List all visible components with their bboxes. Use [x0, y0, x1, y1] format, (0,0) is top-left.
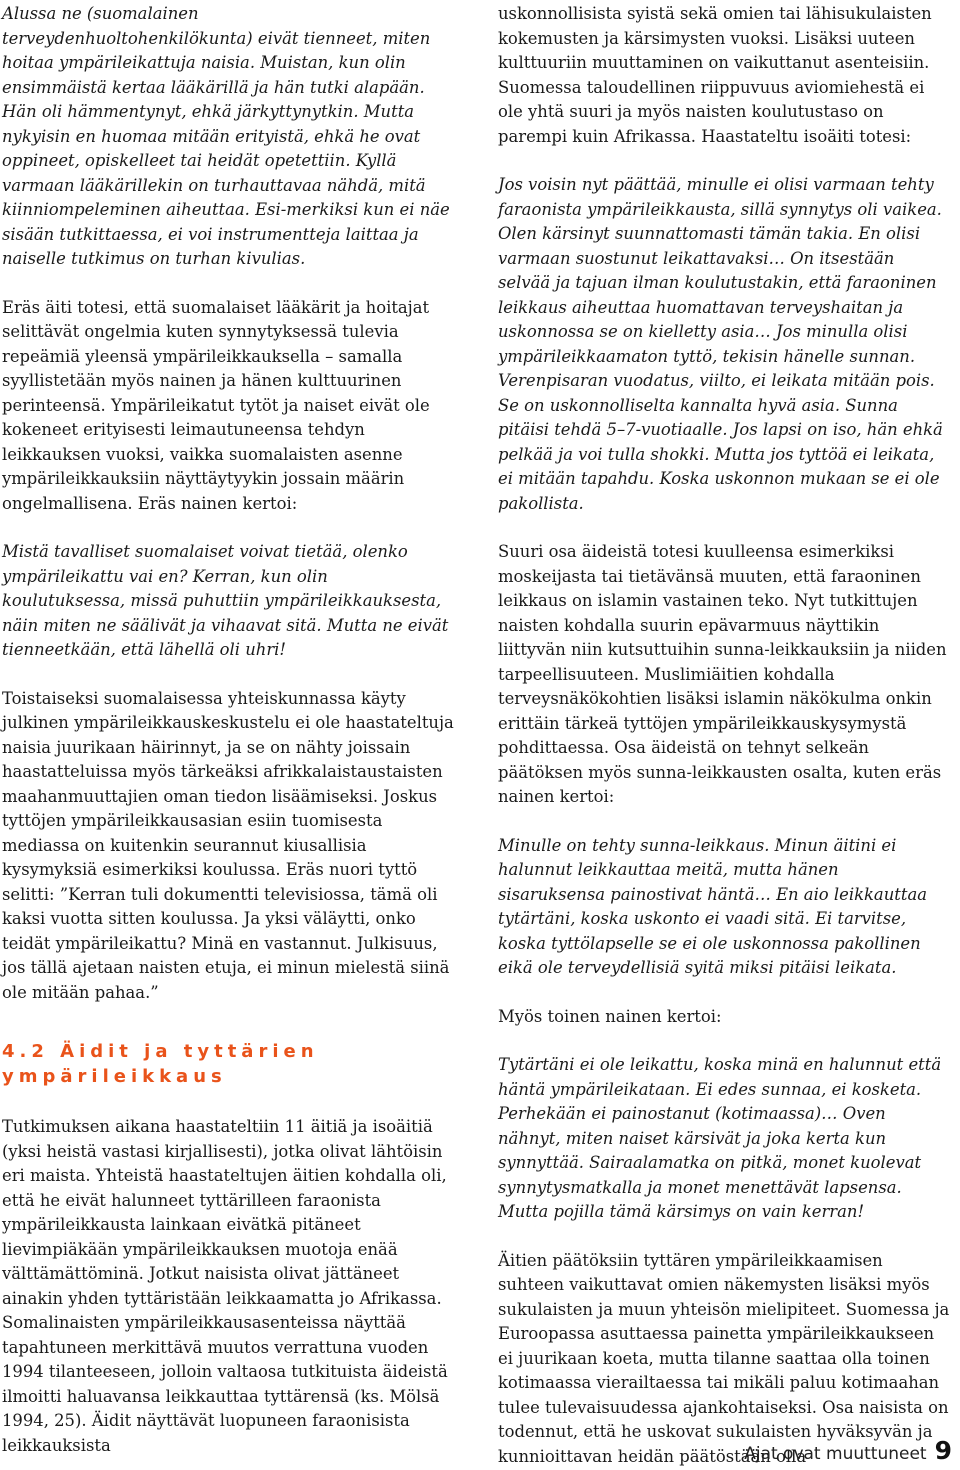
quote-paragraph: Minulle on tehty sunna-leikkaus. Minun äitini ei halunnut leikkauttaa meitä, mutta hänen sisaruksensa painostivat häntä… En aio leikkauttaa tytärtäni, koska uskonto ei vaadi sitä. Ei tarvitse, koska tyttölapselle se ei ole uskonnossa pakollinen eikä ole terveydellisiä syitä miksi pitäisi leikata.: [498, 835, 927, 977]
quote-paragraph: Tytärtäni ei ole leikattu, koska minä en halunnut että häntä ympärileikataan. Ei edes sunnaa, ei kosketa. Perhekään ei painostanut (kotimaassa)… Oven nähnyt, miten naiset kärsivät ja joka kerta kun synnyttää. Sairaalamatka on pitkä, monet kuolevat synnytysmatkalla ja monet menettävät lapsensa. Mutta pojilla tämä kärsimys on vain kerran!: [498, 1055, 942, 1221]
footer-title: Ajat ovat muuttuneet: [744, 1444, 927, 1464]
body-paragraph: uskonnollisista syistä sekä omien tai lähisukulaisten kokemusten ja kärsimysten vuoksi. Lisäksi uuteen kulttuuriin muuttaminen on vaikuttanut asenteisiin. Suomessa taloudellinen riippuvuus aviomiehestä ei ole yhtä suuri ja myös naisten koulutustaso on parempi kuin Afrikassa. Haastateltu isoäiti totesi:: [498, 4, 932, 146]
section-heading: 4.2 Äidit ja tyttärien ympärileikkaus: [2, 1041, 319, 1087]
right-column: [498, 2, 950, 1469]
body-paragraph: Äitien päätöksiin tyttären ympärileikkaamisen suhteen vaikuttavat omien näkemysten lisäksi myös sukulaisten ja muun yhteisön mielipiteet. Suomessa ja Euroopassa asuttaessa painetta ympärileikkaukseen ei juurikaan koeta, mutta tilanne saattaa olla toinen kotimaassa vierailtaessa tai mikäli paluu kotimaahan tulee tulevaisuudessa ajankohtaiseksi. Osa naisista on todennut, että he uskovat sukulaisten hyväksyvän ja kunnioittavan heidän päätöstään olla: [498, 1250, 950, 1466]
quote-paragraph: Jos voisin nyt päättää, minulle ei olisi varmaan tehty faraonista ympärileikkausta, sillä synnytys oli vaikea. Olen kärsinyt suunnattomasti tämän takia. En olisi varmaan suostunut leikattavaksi… On itsestään selvää ja tajuan ilman koulutustakin, että faraoninen leikkaus aiheuttaa huomattavan terveyshaitan ja uskonnossa se on kielletty asia… Jos minulla olisi ympärileikkaamaton tyttö, tekisin hänelle sunnan. Verenpisaran vuodatus, viilto, ei leikata mitään pois. Se on uskonnolliselta kannalta hyvä asia. Sunna pitäisi tehdä 5–7-vuotiaalle. Jos lapsi on iso, hän ehkä pelkää ja voi tulla shokki. Mutta jos tyttöä ei leikata, ei mitään tapahdu. Koska uskonnon mukaan se ei ole pakollista.: [498, 175, 943, 513]
body-paragraph: Toistaiseksi suomalaisessa yhteiskunnassa käyty julkinen ympärileikkauskeskustelu ei ole haastateltuja naisia juurikaan häirinnyt, ja se on nähty joissain haastatteluissa myös tärkeäksi afrikkalaistaustaisten maahanmuuttajien oman tiedon lisäämiseksi. Joskus tyttöjen ympärileikkausasian esiin tuomisesta mediassa on kuitenkin seurannut kiusallisia kysymyksiä esimerkiksi koulussa. Eräs nuori tyttö selitti: ”Kerran tuli dokumentti televisiossa, tämä oli kaksi vuotta sitten koulussa. Ja yksi väläytti, onko teidät ympärileikattu? Minä en vastannut. Julkisuus, jos tällä ajetaan naisten etuja, ei minun mielestä siinä ole mitään pahaa.”: [2, 688, 454, 1002]
page-number: 9: [934, 1436, 952, 1465]
page-footer: [744, 1436, 952, 1466]
left-column: [2, 2, 454, 1458]
body-paragraph: Tutkimuksen aikana haastateltiin 11 äitiä ja isoäitiä (yksi heistä vastasi kirjallisesti), jotka olivat lähtöisin eri maista. Yhteistä haastateltujen äitien kohdalla oli, että he eivät halunneet tyttärilleen faraonista ympärileikkausta lainkaan eivätkä pitäneet lievimpiäkään ympärileikkauksen muotoja enää välttämättöminä. Jotkut naisista olivat jättäneet ainakin yhden tyttäristään leikkaamatta jo Afrikassa. Somalinaisten ympärileikkausasenteissa näyttää tapahtuneen merkittävä muutos verrattuna vuoden 1994 tilanteeseen, jolloin valtaosa tutkituista äideistä ilmoitti haluavansa leikkauttaa tyttärensä (ks. Mölsä 1994, 25). Äidit näyttävät luopuneen faraonisista leikkauksista: [2, 1117, 448, 1455]
quote-paragraph: Alussa ne (suomalainen terveydenhuoltohenkilökunta) eivät tienneet, miten hoitaa ympärileikattuja naisia. Muistan, kun olin ensimmäistä kertaa lääkärillä ja hän tutki alapään. Hän oli hämmentynyt, ehkä järkyttynytkin. Mutta nykyisin en huomaa mitään erityistä, ehkä he ovat oppineet, opiskelleet tai heidät opetettiin. Kyllä varmaan lääkärillekin on turhauttavaa nähdä, mitä kiinniompeleminen aiheuttaa. Esi-merkiksi kun ei näe sisään tutkittaessa, ei voi instrumentteja laittaa ja naiselle tutkimus on turhan kivulias.: [2, 4, 450, 268]
quote-paragraph: Mistä tavalliset suomalaiset voivat tietää, olenko ympärileikattu vai en? Kerran, kun olin koulutuksessa, missä puhuttiin ympärileikkauksesta, näin miten ne säälivät ja vihaavat sitä. Mutta ne eivät tienneetkään, että lähellä oli uhri!: [2, 542, 449, 659]
body-paragraph: Suuri osa äideistä totesi kuulleensa esimerkiksi moskeijasta tai tietävänsä muuten, että faraoninen leikkaus on islamin vastainen teko. Nyt tutkittujen naisten kohdalla suurin epävarmuus näyttikin liittyvän niin kutsuttuihin sunna-leikkauksiin ja niiden tarpeellisuuteen. Muslimiäitien kohdalla terveysnäkökohtien lisäksi islamin näkökulma onkin erittäin tärkeä tyttöjen ympärileikkauskysymystä pohdittaessa. Osa äideistä on tehnyt selkeän päätöksen myös sunna-leikkausten osalta, kuten eräs nainen kertoi:: [498, 542, 947, 806]
body-paragraph: Eräs äiti totesi, että suomalaiset lääkärit ja hoitajat selittävät ongelmia kuten synnytyksessä tulevia repeämiä yleensä ympärileikkauksella – samalla syyllistetään myös nainen ja hänen kulttuurinen perinteensä. Ympärileikatut tytöt ja naiset eivät ole kokeneet erityisesti leimautuneensa tehdyn leikkauksen vuoksi, vaikka suomalaisten asenne ympärileikkauksiin näyttäytyykin jossain määrin ongelmallisena. Eräs nainen kertoi:: [2, 297, 430, 513]
body-paragraph: Myös toinen nainen kertoi:: [498, 1006, 722, 1026]
